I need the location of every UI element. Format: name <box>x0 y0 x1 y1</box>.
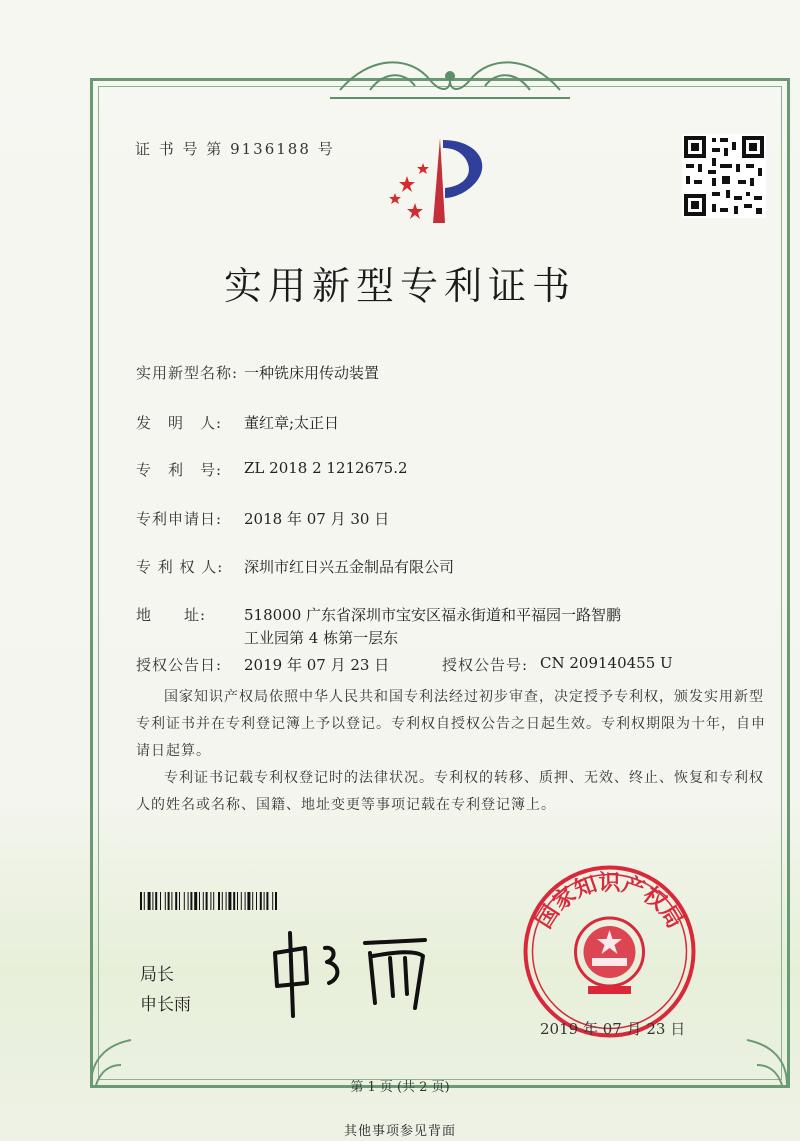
barcode-bar <box>144 892 145 910</box>
barcode-bar <box>148 892 151 910</box>
address-line-1: 518000 广东省深圳市宝安区福永街道和平福园一路智鹏 <box>244 606 622 624</box>
barcode-bar <box>237 892 238 910</box>
page-number: 第 1 页 (共 2 页) <box>350 1080 450 1095</box>
seal-text: 国家知识产权局 <box>531 871 688 934</box>
name-value: 一种铣床用传动装置 <box>244 364 380 382</box>
barcode-bar <box>256 892 257 910</box>
director-signature <box>265 928 445 1018</box>
barcode-bar <box>194 892 197 910</box>
barcode-bar <box>218 892 220 910</box>
barcode-bar <box>165 892 166 910</box>
barcode-bar <box>168 892 170 910</box>
barcode-bar <box>188 892 189 910</box>
barcode-bar <box>247 892 250 910</box>
barcode-bar <box>233 892 235 910</box>
seal-date: 2019 年 07 月 23 日 <box>540 1020 686 1038</box>
barcode-bar <box>152 892 153 910</box>
legal-status-paragraph: 专利证书记载专利权登记时的法律状况。专利权的转移、质押、无效、终止、恢复和专利权人的姓名或名称、国籍、地址变更等事项记载在专利登记簿上。 <box>136 770 764 813</box>
grant-number-label: 授权公告号: <box>442 656 529 674</box>
barcode-bar <box>241 892 242 910</box>
grant-statement-paragraph: 国家知识产权局依照中华人民共和国专利法经过初步审查，决定授予专利权，颁发实用新型专利证书并在专利登记簿上予以登记。专利权自授权公告之日起生效。专利权期限为十年，自申请日起算。 <box>136 689 766 759</box>
barcode-bar <box>175 892 177 910</box>
barcode-bar <box>171 892 172 910</box>
cnipa-logo-icon <box>385 128 495 226</box>
patent-number-value: ZL 2018 2 1212675.2 <box>244 459 408 477</box>
page-title: 实用新型专利证书 <box>223 264 576 308</box>
patentee-label: 专 利 权 人: <box>136 558 224 576</box>
barcode-bar <box>245 892 246 910</box>
barcode-bar <box>222 892 223 910</box>
grant-date-value: 2019 年 07 月 23 日 <box>244 656 390 674</box>
grant-number-value: CN 209140455 U <box>540 654 673 672</box>
barcode-bar <box>260 892 262 910</box>
barcode-icon <box>140 892 345 910</box>
barcode-bar <box>140 892 142 910</box>
inventor-value: 董红章;太正日 <box>244 414 340 432</box>
filing-date-label: 专利申请日: <box>136 510 223 528</box>
director-name: 申长雨 <box>140 995 191 1015</box>
barcode-bar <box>203 892 204 910</box>
barcode-bar <box>226 892 227 910</box>
inventor-label: 发 明 人: <box>136 414 223 432</box>
barcode-bar <box>264 892 265 910</box>
certificate-number-suffix: 号 <box>317 140 335 158</box>
barcode-bar <box>252 892 253 910</box>
barcode-bar <box>206 892 208 910</box>
barcode-bar <box>213 892 214 910</box>
barcode-bar <box>184 892 185 910</box>
barcode-bar <box>160 892 161 910</box>
svg-text:国家知识产权局 <box>532 871 687 933</box>
patent-number-label: 专 利 号: <box>136 461 223 479</box>
patentee-value: 深圳市红日兴五金制品有限公司 <box>244 558 455 576</box>
barcode-bar <box>199 892 200 910</box>
barcode-bar <box>272 892 273 910</box>
top-ornament <box>330 50 570 110</box>
barcode-bar <box>155 892 157 910</box>
filing-date-value: 2018 年 07 月 30 日 <box>244 510 390 528</box>
qr-code-icon <box>682 134 766 218</box>
footer-note: 其他事项参见背面 <box>343 1124 456 1139</box>
name-label: 实用新型名称: <box>136 364 239 382</box>
barcode-bar <box>210 892 211 910</box>
director-title: 局长 <box>140 965 174 985</box>
certificate-number <box>135 138 335 159</box>
barcode-bar <box>190 892 192 910</box>
address-line-2: 工业园第 4 栋第一层东 <box>244 629 399 647</box>
barcode-bar <box>179 892 180 910</box>
certificate-number-label: 证 书 号 第 <box>135 140 224 158</box>
barcode-bar <box>228 892 231 910</box>
grant-date-label: 授权公告日: <box>136 656 223 674</box>
barcode-bar <box>275 892 277 910</box>
official-seal <box>522 864 697 1039</box>
address-label: 地 址: <box>136 606 207 624</box>
certificate-number-value: 9136188 <box>230 140 311 158</box>
barcode-bar <box>266 892 268 910</box>
